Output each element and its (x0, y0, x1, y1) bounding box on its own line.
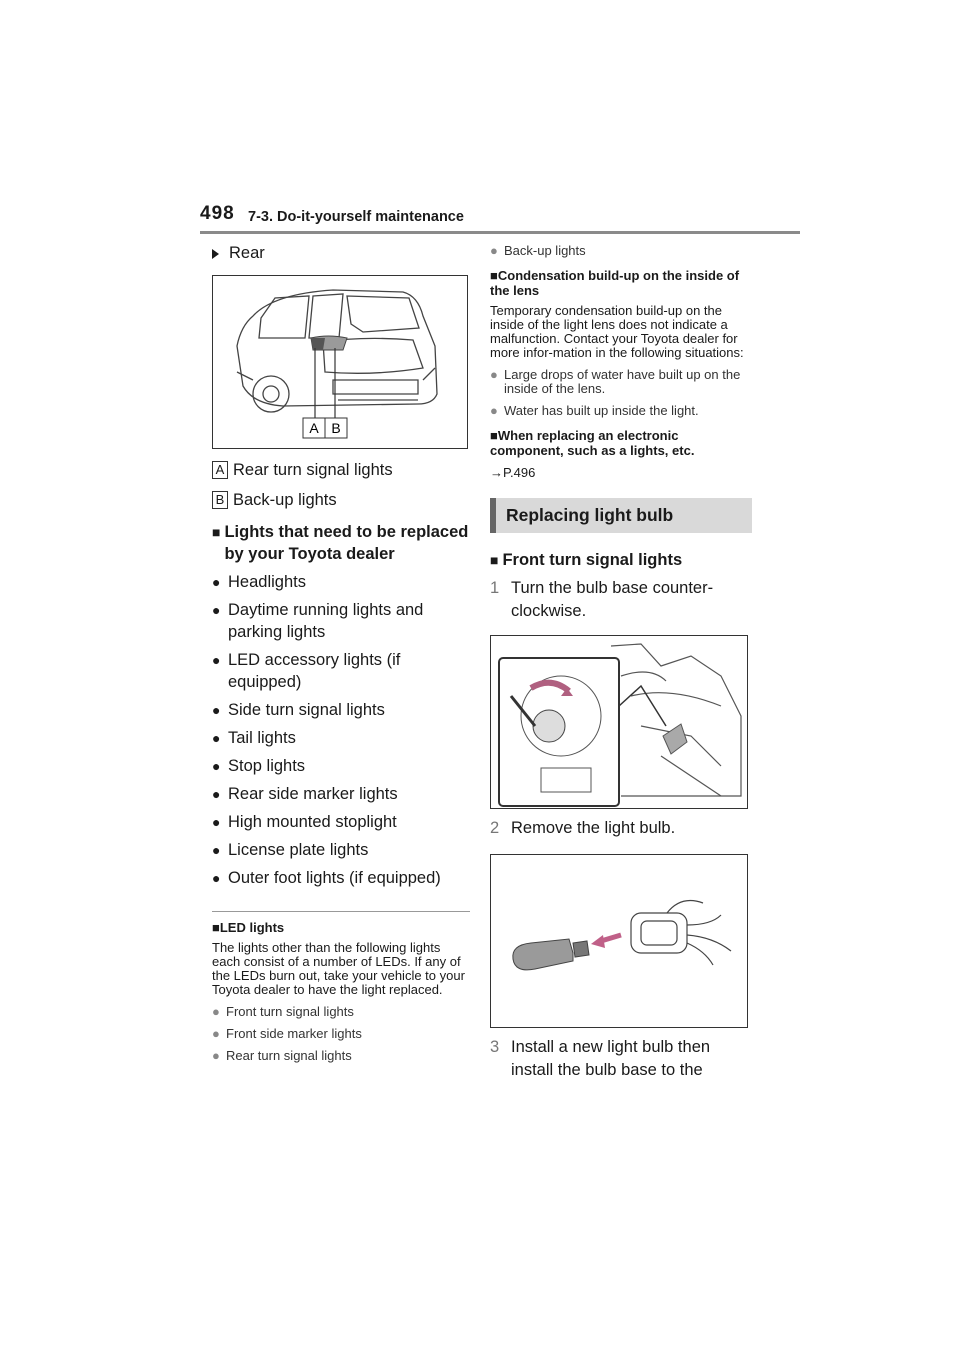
figure-label-a-text: A (309, 420, 319, 436)
bullet-icon: ● (212, 814, 221, 830)
list-item: ● Daytime running lights and parking lights (212, 601, 424, 641)
square-bullet-icon: ■ (212, 524, 221, 540)
rear-car-figure (212, 275, 468, 449)
bullet-icon: ● (490, 403, 498, 418)
list-item: ● Side turn signal lights (212, 701, 385, 719)
step-2: 2 Remove the light bulb. (490, 819, 676, 837)
section-title: 7-3. Do-it-yourself maintenance (248, 209, 464, 225)
bullet-icon: ● (212, 1026, 220, 1041)
bullet-icon: ● (490, 367, 498, 382)
header-rule (200, 231, 800, 234)
list-item: ● Stop lights (212, 757, 306, 775)
bullet-icon: ● (212, 602, 221, 618)
square-bullet-icon: ■ (212, 920, 220, 935)
legend-b (212, 485, 470, 515)
list-item: ● Large drops of water have built up on the inside of the lens. (490, 367, 741, 396)
dealer-heading-text: Lights that need to be replaced by your Toyota dealer (224, 523, 469, 563)
figure-label-b-text: B (331, 420, 341, 436)
list-item: ● Back-up lights (490, 243, 586, 258)
list-item: ● License plate lights (212, 841, 369, 859)
bullet-icon: ● (212, 1048, 220, 1063)
dealer-list (212, 571, 470, 889)
bullet-icon: ● (212, 574, 221, 590)
list-item: ● Tail lights (212, 729, 296, 747)
page-reference-link[interactable]: →P.496 (490, 465, 536, 480)
remove-bulb-illustration (491, 855, 747, 1027)
front-turn-heading: ■ Front turn signal lights (490, 551, 683, 569)
bullet-icon: ● (212, 786, 221, 802)
list-item: ● Front turn signal lights (212, 1004, 354, 1019)
bulb-base-illustration (491, 636, 747, 808)
legend-text-b: Back-up lights (233, 490, 337, 509)
list-item: ● High mounted stoplight (212, 813, 397, 831)
rear-label: Rear (229, 244, 265, 262)
replacing-bulb-section-title: Replacing light bulb (490, 498, 752, 533)
led-text: The lights other than the following lights each consist of a number of LEDs. If any of the LEDs burn out, take your vehicle to your Toyota dealer to have the light replaced. (212, 940, 465, 997)
step-3: 3 Install a new light bulb then install the bulb base to the (490, 1038, 711, 1079)
legend-a (212, 455, 470, 485)
electronic-heading: ■When replacing an electronic component, such as a lights, etc. (490, 428, 695, 458)
bullet-icon: ● (212, 842, 221, 858)
square-bullet-icon: ■ (490, 552, 499, 568)
bullet-icon: ● (212, 730, 221, 746)
list-item: ● Water has built up inside the light. (490, 403, 699, 418)
list-item: ● Front side marker lights (212, 1026, 362, 1041)
square-bullet-icon: ■ (490, 428, 498, 443)
list-item: ● Rear side marker lights (212, 785, 398, 803)
bullet-icon: ● (212, 702, 221, 718)
list-item: ● LED accessory lights (if equipped) (212, 651, 401, 691)
bullet-icon: ● (212, 758, 221, 774)
list-item: ● Headlights (212, 573, 306, 591)
list-item: ● Rear turn signal lights (212, 1048, 352, 1063)
triangle-bullet-icon (212, 249, 219, 259)
remove-bulb-figure (490, 854, 748, 1028)
legend-key-b: B (212, 491, 228, 509)
legend-key-a: A (212, 461, 228, 479)
bullet-icon: ● (212, 1004, 220, 1019)
page-number: 498 (200, 203, 235, 224)
bullet-icon: ● (212, 870, 221, 886)
bullet-icon: ● (212, 652, 221, 668)
rear-car-illustration (213, 276, 467, 448)
list-item: ● Outer foot lights (if equipped) (212, 869, 441, 887)
condensation-text: Temporary condensation build-up on the inside of the light lens does not indicate a malfunction. Contact your Toyota dealer for more infor-mation in the following situations: (490, 303, 744, 360)
rear-subheading (212, 244, 470, 263)
note-divider (212, 911, 470, 912)
bulb-base-figure (490, 635, 748, 809)
led-heading: ■LED lights (212, 920, 285, 935)
dealer-heading (212, 521, 470, 565)
legend-text-a: Rear turn signal lights (233, 460, 393, 479)
right-column (490, 240, 752, 1082)
left-column (212, 240, 470, 1063)
square-bullet-icon: ■ (490, 268, 498, 283)
bullet-icon: ● (490, 243, 498, 258)
condensation-heading: ■Condensation build-up on the inside of the lens (490, 268, 740, 298)
step-1: 1 Turn the bulb base counter-clockwise. (490, 579, 714, 620)
